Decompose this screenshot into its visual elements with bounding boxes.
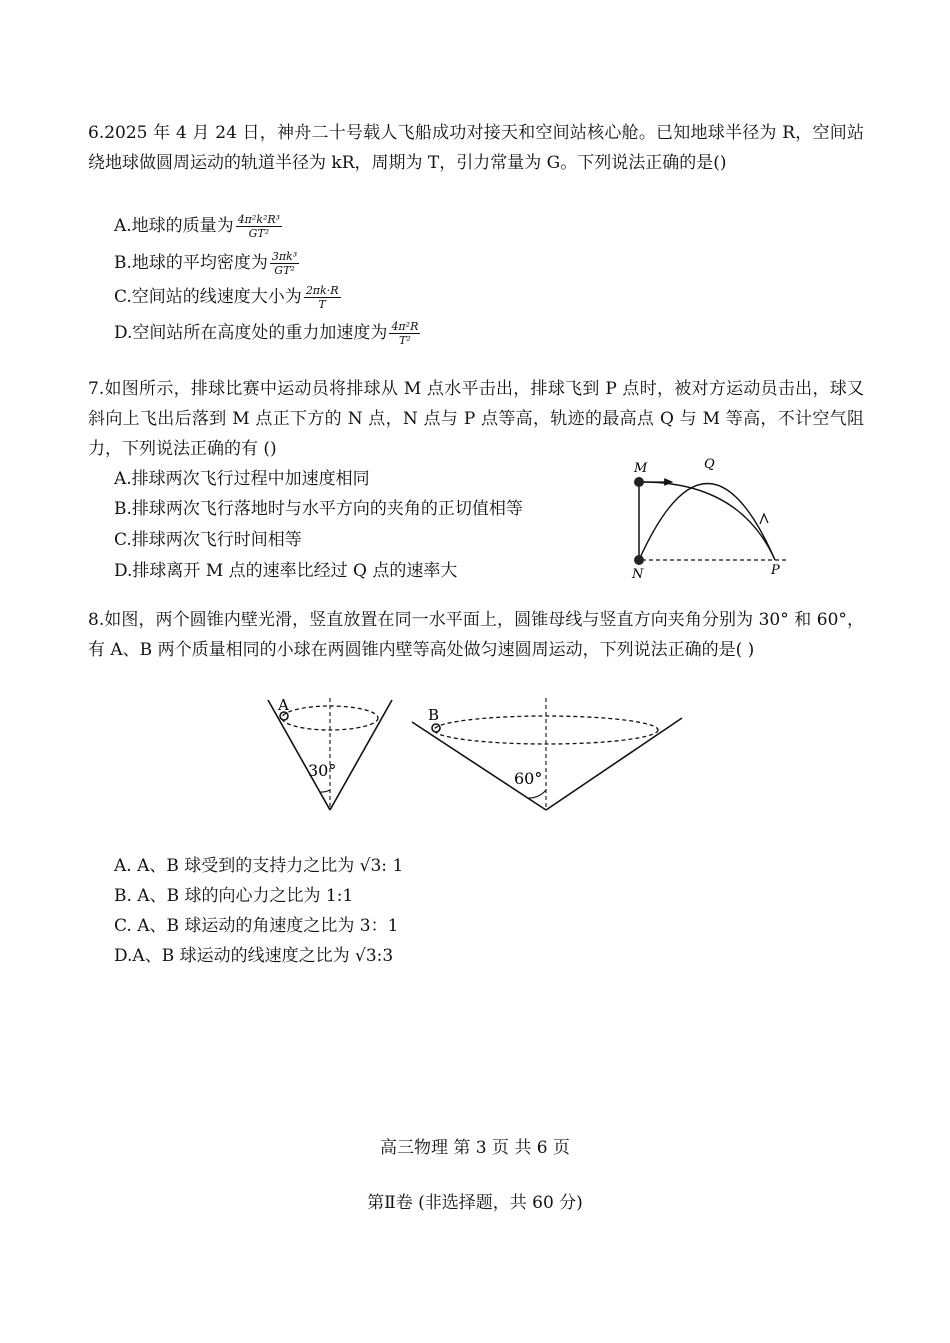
label-m: M (634, 461, 648, 476)
page-footer: 高三物理 第 3 页 共 6 页 (379, 1138, 571, 1158)
label-n: N (632, 567, 644, 582)
fraction: $\frac{\text{3πk³}}{\text{GT²}}$ (271, 250, 298, 277)
q8-cones-figure (262, 694, 692, 818)
q7-option-d: D.排球离开 M 点的速率比经过 Q 点的速率大 (114, 561, 458, 581)
q6-option-b: B.地球的平均密度为 $\frac{\text{3πk³}}{\text{GT²}}$ (114, 250, 298, 277)
angle-a-label: 30° (308, 761, 337, 780)
q6-option-c: C.空间站的线速度大小为 $\frac{2\pi k\cdot R}{T}$ (114, 284, 339, 311)
q6-stem: 6.2025 年 4 月 24 日，神舟二十号载人飞船成功对接天和空间站核心舱。已知地球半径为 R，空间站绕地球做圆周运动的轨道半径为 kR，周期为 T，引力常量为 G。下列说法正确的是() (88, 123, 864, 173)
q8-stem: 8.如图，两个圆锥内壁光滑，竖直放置在同一水平面上，圆锥母线与竖直方向夹角分别为 30° 和 60°，有 A、B 两个质量相同的小球在两圆锥内壁等高处做匀速圆周运动，下列说法正确的是( ) (88, 610, 864, 660)
ball-b-label: B (428, 706, 440, 724)
q8-option-a: A. A、B 球受到的支持力之比为 √3: 1 (114, 856, 404, 876)
fraction: $\frac{2\pi k\cdot R}{T}$ (305, 284, 339, 311)
q7-stem: 7.如图所示，排球比赛中运动员将排球从 M 点水平击出，排球飞到 P 点时，被对方运动员击出，球又斜向上飞出后落到 M 点正下方的 N 点，N 点与 P 点等高，轨迹的最高点 Q 与 M 等高，不计空气阻力，下列说法正确的有 () (88, 379, 864, 459)
label-p: P (771, 563, 780, 578)
q7-option-a: A.排球两次飞行过程中加速度相同 (114, 469, 370, 489)
q6-option-d: D.空间站所在高度处的重力加速度为 $\frac{\text{4π²R}}{\text{T²}}$ (114, 320, 419, 347)
q8-option-d: D.A、B 球运动的线速度之比为 √3:3 (114, 946, 394, 966)
q8-option-b: B. A、B 球的向心力之比为 1:1 (114, 886, 354, 906)
angle-b-label: 60° (514, 769, 543, 788)
q7-option-c: C.排球两次飞行时间相等 (114, 530, 302, 550)
ball-a-label: A (278, 696, 289, 714)
q7-option-b: B.排球两次飞行落地时与水平方向的夹角的正切值相等 (114, 499, 523, 519)
fraction: $\frac{\text{4π²k²R³}}{\text{GT²}}$ (237, 213, 281, 240)
q7-trajectory-figure (620, 452, 800, 582)
q6-option-a: A.地球的质量为 $\frac{\text{4π²k²R³}}{\text{GT²}}$ (114, 213, 281, 240)
section-title: 第Ⅱ卷 (非选择题，共 60 分) (367, 1193, 583, 1213)
fraction: $\frac{\text{4π²R}}{\text{T²}}$ (391, 320, 419, 347)
label-q: Q (704, 457, 715, 472)
q8-option-c: C. A、B 球运动的角速度之比为 3：1 (114, 916, 399, 936)
